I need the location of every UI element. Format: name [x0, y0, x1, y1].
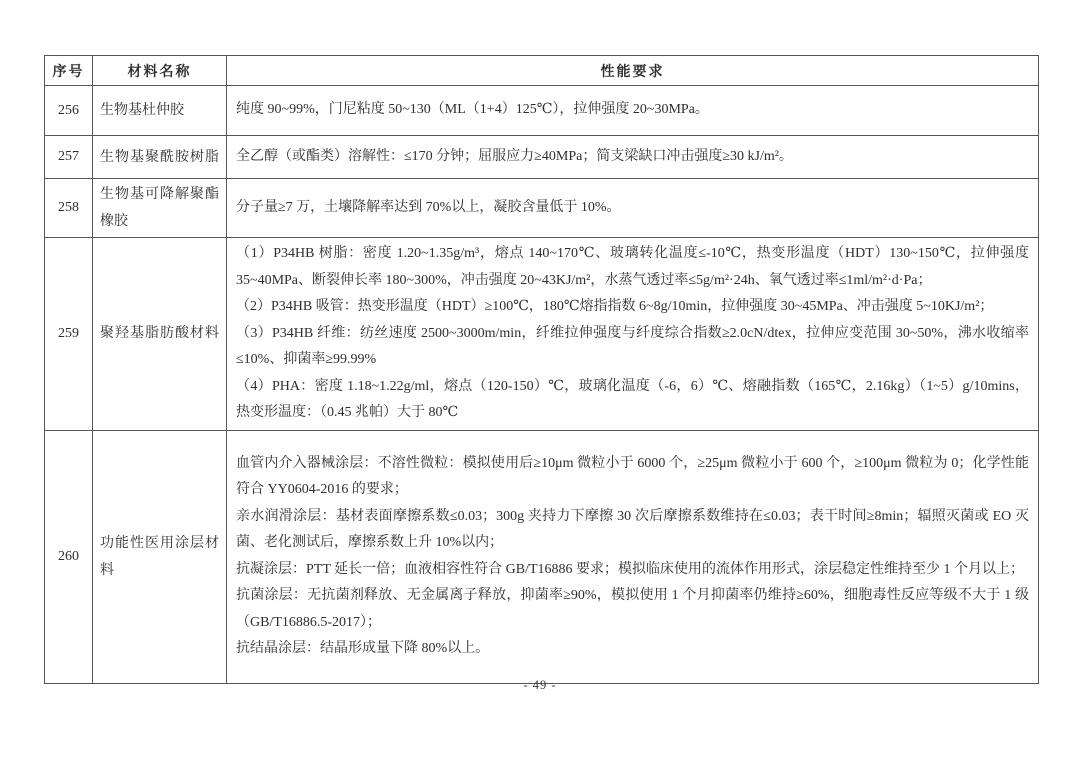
cell-requirements [227, 86, 1039, 136]
cell-index: 258 [45, 179, 93, 238]
cell-index: 259 [45, 238, 93, 431]
material-name-text: 生物基聚酰胺树脂 [100, 149, 219, 165]
requirement-paragraph: 亲水润滑涂层：基材表面摩擦系数≤0.03；300g 夹持力下摩擦 30 次后摩擦系数维持在≤0.03；表干时间≥8min；辐照灭菌或 EO 灭菌、老化测试后，摩擦系数上升 10%以内； [236, 508, 1029, 550]
header-material-name: 材料名称 [93, 56, 227, 86]
cell-requirements [227, 179, 1039, 238]
cell-material-name [93, 179, 227, 238]
requirement-paragraph: 分子量≥7 万，土壤降解率达到 70%以上，凝胶含量低于 10%。 [236, 199, 621, 215]
material-name-text: 功能性医用涂层材料 [100, 535, 219, 578]
cell-requirements [227, 430, 1039, 683]
table-header-row [45, 56, 1039, 86]
table-row [45, 179, 1039, 238]
header-performance-requirements: 性能要求 [227, 56, 1039, 86]
table-body [45, 86, 1039, 684]
cell-index: 257 [45, 136, 93, 179]
cell-index: 260 [45, 430, 93, 683]
material-name-text: 生物基杜仲胶 [100, 103, 184, 118]
table-row [45, 136, 1039, 179]
table-row [45, 238, 1039, 431]
cell-index: 256 [45, 86, 93, 136]
cell-material-name [93, 86, 227, 136]
cell-requirements [227, 136, 1039, 179]
requirement-paragraph: 纯度 90~99%，门尼粘度 50~130（ML（1+4）125℃），拉伸强度 20~30MPa。 [236, 102, 709, 118]
cell-material-name [93, 238, 227, 431]
requirement-paragraph: （4）PHA：密度 1.18~1.22g/ml，熔点（120-150）℃，玻璃化温度（-6，6）℃、熔融指数（165℃，2.16kg）（1~5）g/10mins，热变形温度：（0.45 兆帕）大于 80℃ [236, 378, 1029, 420]
requirement-paragraph: 血管内介入器械涂层：不溶性微粒：模拟使用后≥10μm 微粒小于 6000 个，≥25μm 微粒小于 600 个，≥100μm 微粒为 0；化学性能符合 YY0604-2016 的要求； [236, 455, 1029, 497]
material-name-text: 聚羟基脂肪酸材料 [100, 326, 219, 342]
table-row [45, 86, 1039, 136]
cell-material-name [93, 430, 227, 683]
cell-requirements [227, 238, 1039, 431]
requirement-paragraph: （1）P34HB 树脂：密度 1.20~1.35g/m³，熔点 140~170℃、玻璃转化温度≤-10℃，热变形温度（HDT）130~150℃，拉伸强度 35~40MPa、断裂伸长率 180~300%，冲击强度 20~43KJ/m²，水蒸气透过率≤5g/m²·24h、氧气透过率≤1ml/m²·d·Pa； [236, 246, 1029, 288]
requirement-paragraph: 全乙醇（或酯类）溶解性：≤170 分钟；屈服应力≥40MPa；简支梁缺口冲击强度≥30 kJ/m²。 [236, 148, 793, 164]
requirement-paragraph: 抗结晶涂层：结晶形成量下降 80%以上。 [236, 641, 490, 656]
requirement-paragraph: （3）P34HB 纤维：纺丝速度 2500~3000m/min，纤维拉伸强度与纤度综合指数≥2.0cN/dtex，拉伸应变范围 30~50%，沸水收缩率≤10%、抑菌率≥99.99% [236, 325, 1029, 367]
material-name-text: 生物基可降解聚酯橡胶 [100, 187, 219, 229]
cell-material-name [93, 136, 227, 179]
table-row [45, 430, 1039, 683]
requirement-paragraph: 抗凝涂层：PTT 延长一倍；血液相容性符合 GB/T16886 要求；模拟临床使用的流体作用形式，涂层稳定性维持至少 1 个月以上； [236, 561, 1025, 577]
header-index: 序号 [45, 56, 93, 86]
materials-table [44, 55, 1039, 684]
requirement-paragraph: （2）P34HB 吸管：热变形温度（HDT）≥100℃，180℃熔指指数 6~8g/10min，拉伸强度 30~45MPa、冲击强度 5~10KJ/m²； [236, 299, 994, 314]
page-number: - 49 - [523, 678, 557, 692]
requirement-paragraph: 抗菌涂层：无抗菌剂释放、无金属离子释放，抑菌率≥90%，模拟使用 1 个月抑菌率仍维持≥60%，细胞毒性反应等级不大于 1 级（GB/T16886.5-2017）； [236, 588, 1029, 630]
